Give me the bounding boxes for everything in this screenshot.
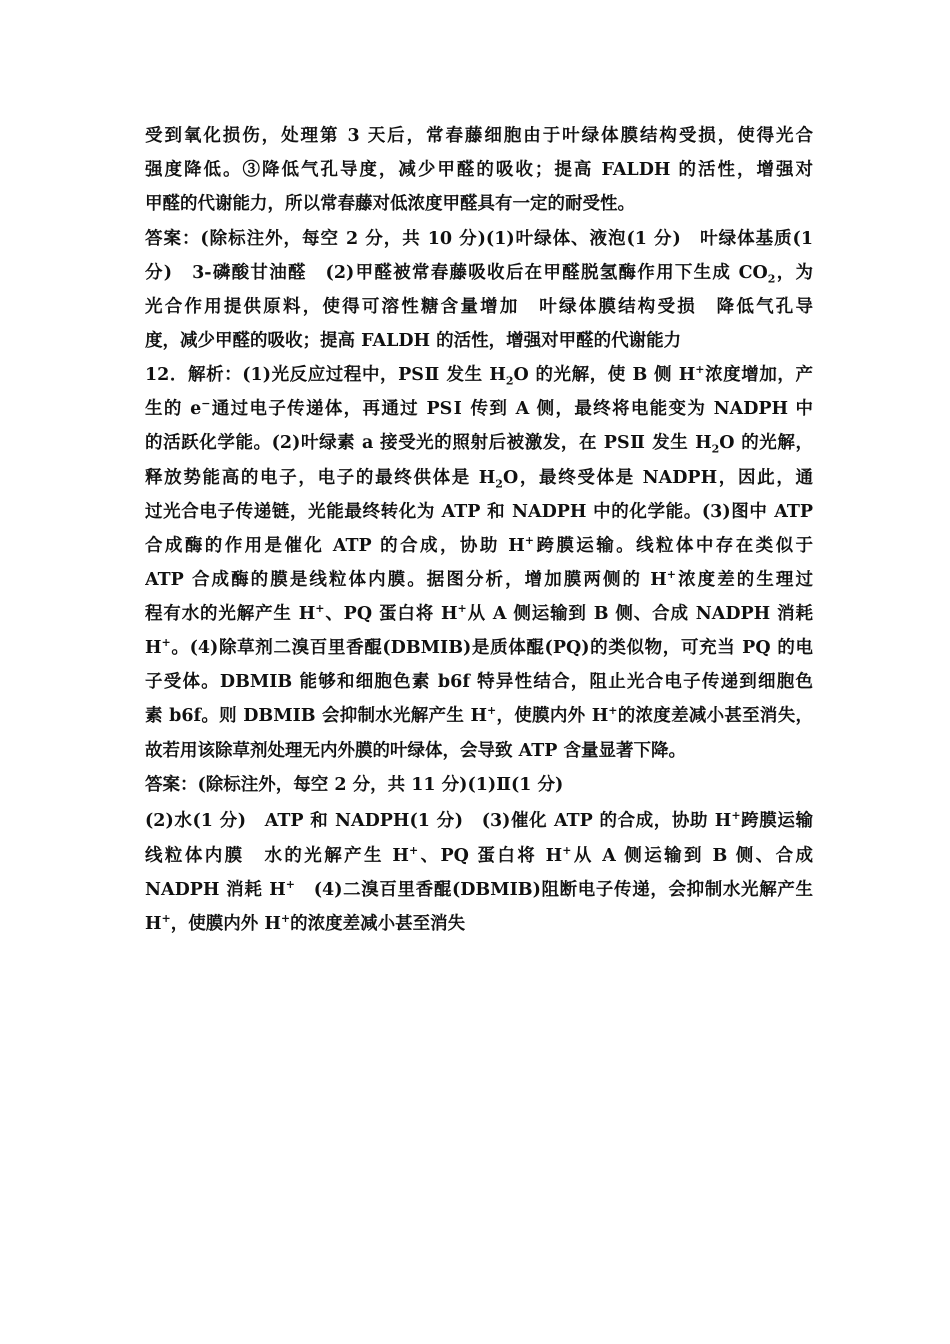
text-run: 素 b6f。则 DBMIB 会抑制水光解产生 H — [145, 706, 488, 726]
text-line — [145, 363, 813, 387]
text-line — [145, 295, 813, 319]
text-run: 线粒体内膜 水的光解产生 H — [145, 846, 409, 866]
text-run: 光合作用提供原料，使得可溶性糖含量增加 叶绿体膜结构受损 降低气孔导 — [145, 297, 813, 317]
text-run: 释放势能高的电子，电子的最终供体是 H — [145, 468, 496, 488]
superscript: + — [457, 602, 467, 616]
text-run: 子受体。DBMIB 能够和细胞色素 b6f 特异性结合，阻止光合电子传递到细胞色 — [145, 672, 813, 692]
text-run: 跨膜运输。线粒体中存在类似于 — [534, 536, 813, 556]
text-line — [145, 568, 813, 592]
superscript: + — [695, 363, 705, 377]
text-line — [145, 602, 813, 626]
text-run: 过光合电子传递链，光能最终转化为 ATP 和 NADPH 中的化学能。(3)图中 ATP — [145, 502, 813, 522]
superscript: + — [161, 636, 171, 650]
superscript: + — [285, 878, 295, 892]
text-run: ，使膜内外 H — [496, 706, 609, 726]
text-run: (2)水(1 分) ATP 和 NADPH(1 分) (3)催化 ATP 的合成，协助 H — [145, 811, 732, 831]
text-line — [145, 912, 813, 936]
text-run: 程有水的光解产生 H — [145, 604, 316, 624]
text-line — [145, 500, 813, 524]
superscript: + — [408, 844, 419, 858]
superscript: + — [280, 912, 291, 926]
superscript: + — [161, 912, 171, 926]
subscript: 2 — [767, 272, 776, 285]
text-line — [145, 773, 813, 797]
text-line — [145, 809, 813, 833]
text-run: 甲醛的代谢能力，所以常春藤对低浓度甲醛具有一定的耐受性。 — [145, 194, 635, 214]
text-line — [145, 704, 813, 728]
text-run: 从 A 侧运输到 B 侧、合成 — [571, 846, 813, 866]
text-line — [145, 261, 813, 285]
text-line — [145, 878, 813, 902]
text-run: 从 A 侧运输到 B 侧、合成 NADPH 消耗 — [466, 604, 813, 624]
text-run: 分) 3-磷酸甘油醛 (2)甲醛被常春藤吸收后在甲醛脱氢酶作用下生成 CO — [145, 263, 768, 283]
text-run: ，使膜内外 H — [170, 914, 281, 934]
text-line — [145, 466, 813, 490]
text-run: (4)二溴百里香醌(DBMIB)阻断电子传递，会抑制水光解产生 — [294, 880, 813, 900]
superscript: + — [562, 844, 572, 858]
text-run: 强度降低。③降低气孔导度，减少甲醛的吸收；提高 FALDH 的活性，增强对 — [145, 160, 813, 180]
text-line — [145, 844, 813, 868]
text-run: H — [145, 638, 162, 658]
text-run: 浓度差的生理过 — [676, 570, 813, 590]
text-run: O，最终受体是 NADPH，因此，通 — [502, 468, 813, 488]
superscript: + — [487, 704, 497, 718]
text-run: 受到氧化损伤，处理第 3 天后，常春藤细胞由于叶绿体膜结构受损，使得光合 — [145, 126, 813, 146]
superscript: + — [666, 568, 676, 582]
text-line — [145, 431, 813, 455]
text-line — [145, 670, 813, 694]
subscript: 2 — [495, 477, 503, 490]
text-run: 的浓度差减小甚至消失， — [617, 706, 813, 726]
text-line — [145, 329, 813, 353]
text-run: ATP 合成酶的膜是线粒体内膜。据图分析，增加膜两侧的 H — [145, 570, 667, 590]
text-line — [145, 158, 813, 182]
subscript: 2 — [711, 442, 720, 455]
text-run: 故若用该除草剂处理无内外膜的叶绿体，会导致 ATP 含量显著下降。 — [145, 741, 686, 761]
superscript: + — [608, 704, 618, 718]
text-run: 浓度增加，产 — [704, 365, 813, 385]
text-run: 度，减少甲醛的吸收；提高 FALDH 的活性，增强对甲醛的代谢能力 — [145, 331, 682, 351]
text-run: 的浓度差减小甚至消失 — [290, 914, 466, 934]
text-line — [145, 739, 813, 763]
text-line — [145, 534, 813, 558]
text-run: O 的光解， — [719, 433, 813, 453]
text-run: H — [145, 914, 162, 934]
text-line — [145, 192, 813, 216]
superscript: + — [315, 602, 325, 616]
text-run: 通过电子传递体，再通过 PSⅠ 传到 A 侧，最终将电能变为 NADPH 中 — [210, 399, 813, 419]
text-line — [145, 636, 813, 660]
text-run: 答案：(除标注外，每空 2 分，共 10 分)(1)叶绿体、液泡(1 分) 叶绿体基质(1 — [145, 229, 813, 249]
text-run: 生的 e — [145, 399, 202, 419]
text-run: ，为 — [775, 263, 813, 283]
text-line — [145, 227, 813, 251]
text-line — [145, 397, 813, 421]
superscript: − — [201, 397, 211, 411]
text-run: 合成酶的作用是催化 ATP 的合成，协助 H — [145, 536, 525, 556]
superscript: + — [524, 534, 535, 548]
subscript: 2 — [505, 374, 514, 387]
text-run: 12．解析：(1)光反应过程中，PSⅡ 发生 H — [145, 365, 506, 385]
text-run: NADPH 消耗 H — [145, 880, 286, 900]
text-line — [145, 124, 813, 148]
text-run: 、PQ 蛋白将 H — [324, 604, 458, 624]
text-run: 跨膜运输 — [740, 811, 813, 831]
text-run: 答案：(除标注外，每空 2 分，共 11 分)(1)Ⅱ(1 分) — [145, 775, 564, 795]
superscript: + — [731, 809, 741, 823]
text-run: 。(4)除草剂二溴百里香醌(DBMIB)是质体醌(PQ)的类似物，可充当 PQ 的电 — [170, 638, 813, 658]
text-run: 、PQ 蛋白将 H — [418, 846, 563, 866]
text-run: 的活跃化学能。(2)叶绿素 a 接受光的照射后被激发，在 PSⅡ 发生 H — [145, 433, 712, 453]
text-run: O 的光解，使 B 侧 H — [513, 365, 696, 385]
